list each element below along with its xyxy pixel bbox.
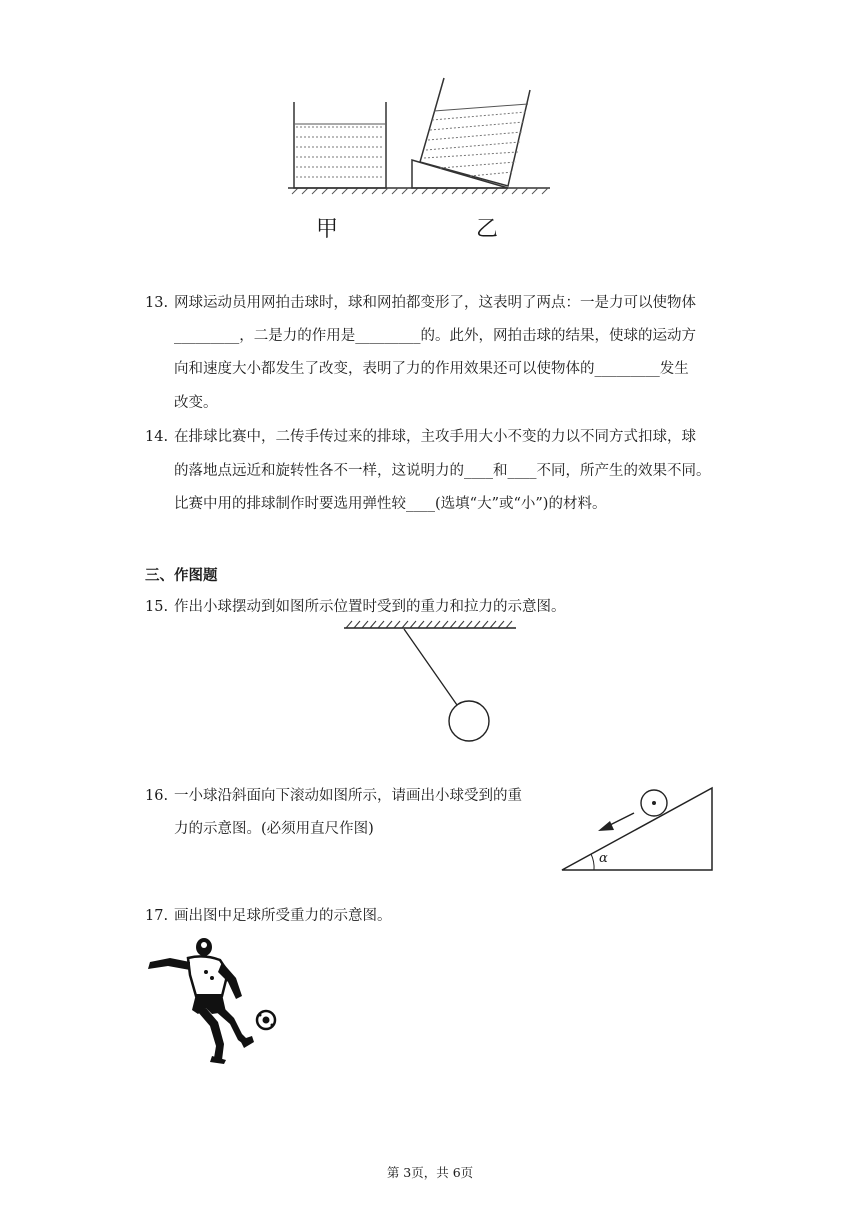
question-number: 13. — [145, 295, 169, 311]
question-text-line: 比赛中用的排球制作时要选用弹性较____(选填“大”或“小”)的材料。 — [174, 496, 607, 512]
question-number: 15. — [145, 599, 169, 615]
angle-label: α — [599, 851, 608, 866]
question-text-line: _________，二是力的作用是_________的。此外，网拍击球的结果，使球的运动方 — [174, 328, 696, 344]
question-number: 14. — [145, 429, 169, 445]
question-text-line: 在排球比赛中，二传手传过来的排球，主攻手用大小不变的力以不同方式扣球，球 — [174, 429, 696, 445]
figure-label-jia: 甲 — [316, 217, 339, 242]
question-text-line: 一小球沿斜面向下滚动如图所示，请画出小球受到的重 — [174, 788, 522, 804]
question-text-line: 网球运动员用网拍击球时，球和网拍都变形了，这表明了两点：一是力可以使物体 — [174, 295, 696, 311]
question-text-line: 画出图中足球所受重力的示意图。 — [174, 908, 392, 924]
figure-label-yi: 乙 — [476, 217, 499, 242]
question-text-line: 力的示意图。(必须用直尺作图) — [174, 821, 374, 837]
question-text-line: 改变。 — [174, 395, 218, 411]
question-text-line: 作出小球摆动到如图所示位置时受到的重力和拉力的示意图。 — [174, 599, 566, 615]
page-footer: 第 3页，共 6页 — [386, 1165, 474, 1180]
question-number: 16. — [145, 788, 169, 804]
question-text-line: 向和速度大小都发生了改变，表明了力的作用效果还可以使物体的_________发生 — [174, 361, 689, 377]
section-title: 三、作图题 — [145, 568, 218, 584]
question-number: 17. — [145, 908, 169, 924]
question-text-line: 的落地点远近和旋转性各不一样，这说明力的____和____不同，所产生的效果不同。 — [174, 463, 711, 479]
